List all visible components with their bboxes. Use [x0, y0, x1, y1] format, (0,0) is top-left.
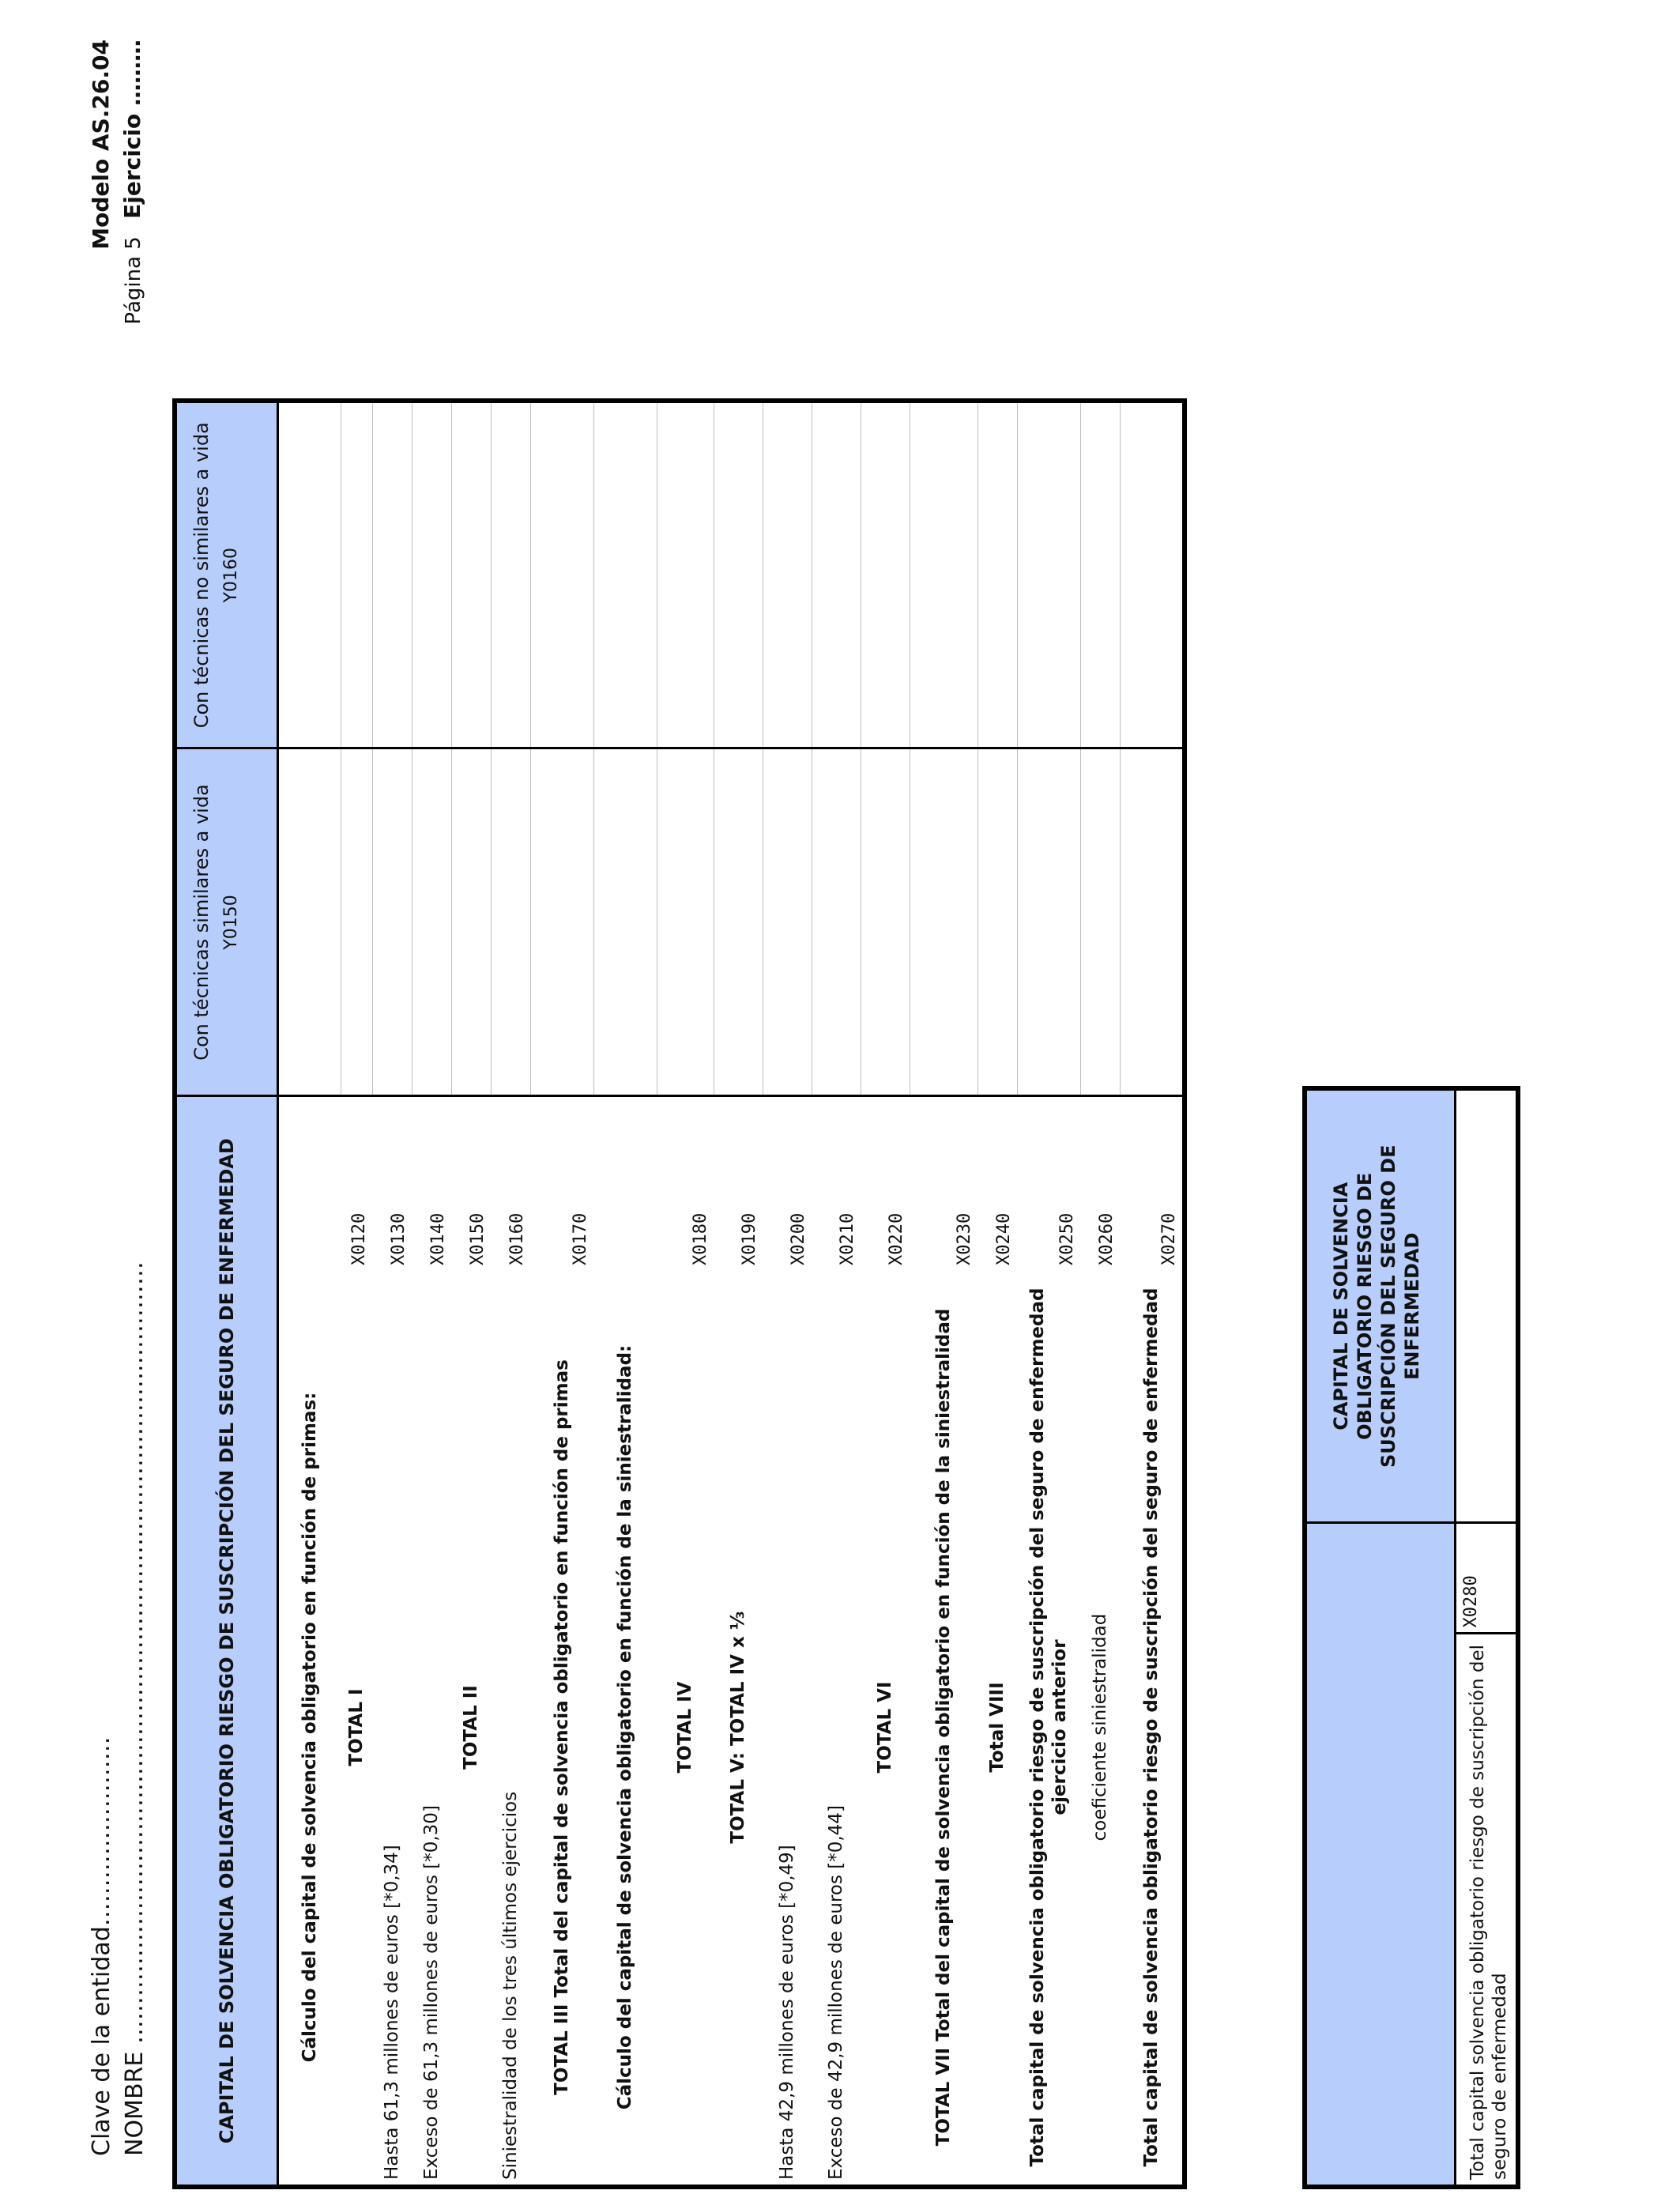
row-label: Total capital de solvencia obligatorio riesgo de suscripción del seguro de enfermedad — [1140, 1287, 1162, 2167]
pagina-label: Página 5 — [122, 236, 145, 325]
table-row — [372, 401, 412, 2187]
row-code: X0130 — [389, 1212, 409, 1265]
table-row — [1455, 1088, 1518, 2187]
value-cell-no-similar[interactable] — [491, 401, 530, 748]
table-row — [491, 401, 530, 2187]
row-code: X0200 — [789, 1212, 808, 1265]
value-cell-no-similar[interactable] — [451, 401, 491, 748]
row-code: X0160 — [507, 1212, 527, 1265]
row-label: Total capital solvencia obligatorio riesgo de suscripción del seguro de enfermedad — [1455, 1634, 1518, 2187]
col-header-similar-label: Con técnicas similares a vida — [190, 784, 213, 1061]
row-label: TOTAL II — [461, 1685, 481, 1770]
entity-header — [85, 1261, 152, 2156]
table-row — [530, 401, 593, 2187]
row-code: X0220 — [887, 1212, 906, 1265]
value-cell-similar[interactable] — [714, 748, 763, 1096]
row-code: X0170 — [571, 1212, 590, 1265]
row-label: Exceso de 42,9 millones de euros [*0,44] — [826, 1805, 846, 2180]
row-label: Total VIII — [987, 1682, 1008, 1773]
table-row — [341, 401, 372, 2187]
row-label: TOTAL I — [346, 1688, 367, 1766]
value-cell-no-similar[interactable] — [861, 401, 910, 748]
row-code: X0210 — [838, 1212, 857, 1265]
value-cell-similar[interactable] — [277, 748, 341, 1096]
modelo-label: Modelo AS.26.04 — [88, 40, 114, 250]
col-header-no-similar-code: Y0160 — [221, 548, 241, 603]
table-row — [593, 401, 657, 2187]
row-code: X0140 — [428, 1212, 448, 1265]
row-code: X0120 — [349, 1212, 369, 1265]
row-code: X0190 — [740, 1212, 759, 1265]
value-cell-similar[interactable] — [451, 748, 491, 1096]
table-row — [977, 401, 1017, 2187]
value-cell-similar[interactable] — [657, 748, 714, 1096]
model-header — [85, 40, 149, 325]
row-code: X0240 — [994, 1212, 1014, 1265]
value-cell-no-similar[interactable] — [1120, 401, 1185, 748]
value-cell-no-similar[interactable] — [657, 401, 714, 748]
value-cell-similar[interactable] — [812, 748, 861, 1096]
table-row — [861, 401, 910, 2187]
value-cell-similar[interactable] — [1080, 748, 1120, 1096]
value-cell-similar[interactable] — [1017, 748, 1080, 1096]
row-label: TOTAL VI — [875, 1681, 895, 1774]
value-cell-similar[interactable] — [977, 748, 1017, 1096]
table-row — [657, 401, 714, 2187]
row-label: Hasta 61,3 millones de euros [*0,34] — [382, 1845, 402, 2180]
value-cell-similar[interactable] — [861, 748, 910, 1096]
table-row — [763, 401, 812, 2187]
value-cell-no-similar[interactable] — [977, 401, 1017, 748]
row-code: X0180 — [691, 1212, 710, 1265]
value-cell-no-similar[interactable] — [812, 401, 861, 748]
value-cell-no-similar[interactable] — [372, 401, 412, 748]
row-code: X0280 — [1460, 1575, 1481, 1628]
value-cell-no-similar[interactable] — [530, 401, 593, 748]
row-code: X0250 — [1057, 1212, 1077, 1265]
table-row — [1080, 401, 1120, 2187]
col-header-similar-code: Y0150 — [221, 895, 241, 950]
value-cell-no-similar[interactable] — [910, 401, 977, 748]
value-cell-similar[interactable] — [341, 748, 372, 1096]
col-header-no-similar — [175, 401, 277, 748]
table-row — [1017, 401, 1080, 2187]
col-header-similar — [175, 748, 277, 1096]
nombre-label: NOMBRE ……………………………………………………………………………………… — [121, 1261, 149, 2156]
table-row — [812, 401, 861, 2187]
row-code — [277, 1096, 341, 1270]
value-cell-no-similar[interactable] — [1017, 401, 1080, 748]
row-code: X0150 — [468, 1212, 488, 1265]
row-code — [593, 1096, 657, 1270]
value-cell-no-similar[interactable] — [277, 401, 341, 748]
value-cell-similar[interactable] — [491, 748, 530, 1096]
value-cell-no-similar[interactable] — [341, 401, 372, 748]
value-cell-no-similar[interactable] — [763, 401, 812, 748]
table-row — [277, 401, 341, 2187]
main-table-title: CAPITAL DE SOLVENCIA OBLIGATORIO RIESGO DE SUSCRIPCIÓN DEL SEGURO DE ENFERMEDAD — [175, 1096, 277, 2187]
summary-table-title: CAPITAL DE SOLVENCIA OBLIGATORIO RIESGO DE SUSCRIPCIÓN DEL SEGURO DE ENFERMEDAD — [1305, 1088, 1455, 1523]
row-label: Siniestralidad de los tres últimos ejercicios — [500, 1791, 521, 2180]
row-label: TOTAL IV — [675, 1681, 695, 1774]
ejercicio-label: Ejercicio ……… — [119, 40, 145, 219]
row-code: X0260 — [1097, 1212, 1117, 1265]
table-row — [1120, 401, 1185, 2187]
value-cell-similar[interactable] — [530, 748, 593, 1096]
main-table — [172, 398, 1187, 2189]
clave-entidad-label: Clave de la entidad…………………… — [88, 1736, 115, 2156]
value-cell-no-similar[interactable] — [1080, 401, 1120, 748]
table-row — [451, 401, 491, 2187]
row-code: X0270 — [1159, 1212, 1179, 1265]
row-label: Hasta 42,9 millones de euros [*0,49] — [777, 1845, 797, 2180]
row-label: TOTAL V: TOTAL IV x ⅓ — [728, 1611, 748, 1844]
row-code: X0230 — [955, 1212, 974, 1265]
value-cell-similar[interactable] — [372, 748, 412, 1096]
value-cell-no-similar[interactable] — [412, 401, 451, 748]
value-cell-total[interactable] — [1455, 1088, 1518, 1523]
row-label: TOTAL VII Total del capital de solvencia obligatorio en función de la siniestralidad — [933, 1308, 954, 2147]
value-cell-similar[interactable] — [412, 748, 451, 1096]
col-header-no-similar-label: Con técnicas no similares a vida — [190, 422, 213, 729]
value-cell-no-similar[interactable] — [714, 401, 763, 748]
row-label: Cálculo del capital de solvencia obligatorio en función de primas: — [277, 1270, 341, 2187]
row-label: Cálculo del capital de solvencia obligatorio en función de la siniestralidad: — [615, 1344, 635, 2110]
value-cell-similar[interactable] — [593, 748, 657, 1096]
row-label: Total capital de solvencia obligatorio riesgo de suscripción del seguro de enfermedad ejercicio anterior — [1027, 1287, 1070, 2167]
row-label: coeficiente siniestralidad — [1090, 1613, 1110, 1842]
value-cell-similar[interactable] — [1120, 748, 1185, 1096]
summary-table — [1302, 1086, 1520, 2189]
row-label: Exceso de 61,3 millones de euros [*0,30] — [421, 1805, 442, 2180]
summary-header-blank — [1305, 1523, 1455, 2187]
value-cell-similar[interactable] — [763, 748, 812, 1096]
value-cell-no-similar[interactable] — [593, 401, 657, 748]
table-row — [910, 401, 977, 2187]
table-row — [412, 401, 451, 2187]
table-row — [714, 401, 763, 2187]
value-cell-similar[interactable] — [910, 748, 977, 1096]
row-label: TOTAL III Total del capital de solvencia obligatorio en función de primas — [552, 1359, 572, 2095]
